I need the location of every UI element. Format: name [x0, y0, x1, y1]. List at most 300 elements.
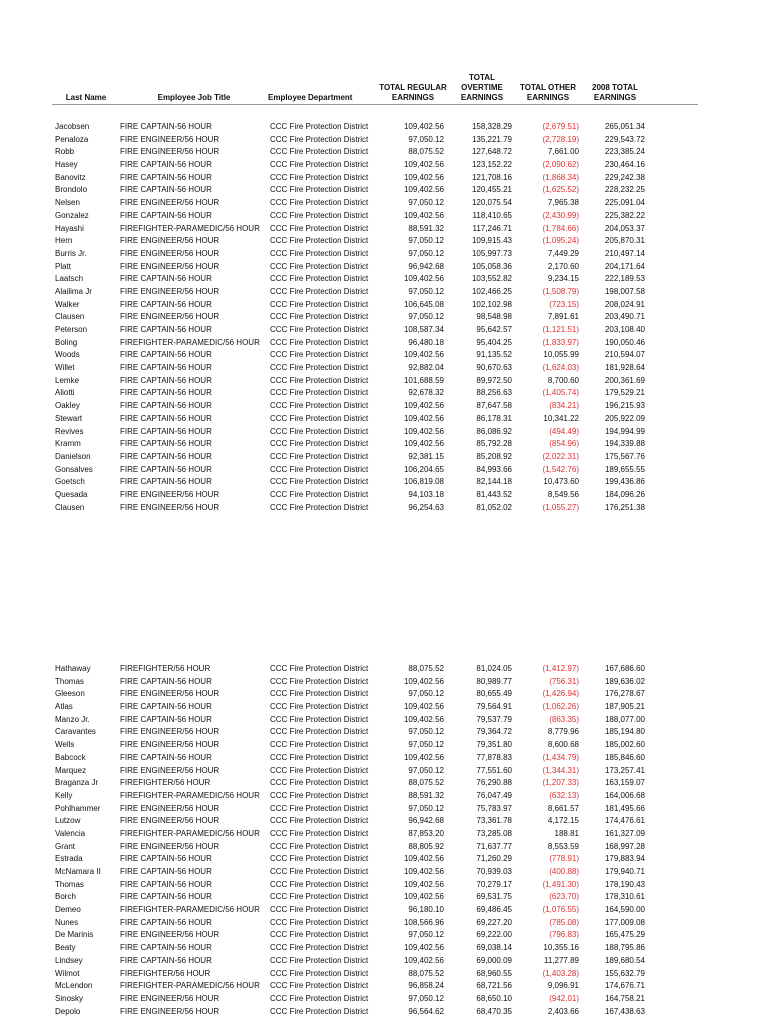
job-title-cell: FIRE CAPTAIN-56 HOUR — [120, 401, 212, 411]
last-name-cell: Estrada — [55, 854, 83, 864]
overtime-earnings-cell: 68,960.55 — [476, 968, 512, 978]
regular-earnings-cell: 97,050.12 — [408, 930, 444, 940]
other-earnings-cell: (854.96) — [549, 439, 579, 449]
table-row — [0, 701, 768, 714]
other-earnings-cell: (723.15) — [549, 299, 579, 309]
header-job-title: Employee Job Title — [157, 93, 231, 102]
regular-earnings-cell: 101,688.59 — [403, 375, 444, 385]
total-earnings-cell: 210,594.07 — [604, 350, 645, 360]
header-department: Employee Department — [268, 93, 353, 102]
last-name-cell: De Marinis — [55, 930, 94, 940]
last-name-cell: Woods — [55, 350, 80, 360]
overtime-earnings-cell: 135,221.79 — [471, 134, 512, 144]
table-row — [0, 502, 768, 515]
department-cell: CCC Fire Protection District — [270, 752, 369, 762]
job-title-cell: FIRE ENGINEER/56 HOUR — [120, 765, 220, 775]
table-row — [0, 828, 768, 841]
overtime-earnings-cell: 127,648.72 — [471, 147, 512, 157]
overtime-earnings-cell: 77,551.60 — [476, 765, 512, 775]
total-earnings-cell: 190,050.46 — [604, 337, 645, 347]
other-earnings-cell: (1,055.27) — [542, 502, 579, 512]
overtime-earnings-cell: 118,410.65 — [472, 210, 512, 220]
other-earnings-cell: (1,403.28) — [542, 968, 579, 978]
department-cell: CCC Fire Protection District — [270, 325, 369, 334]
regular-earnings-cell: 109,402.56 — [403, 854, 444, 864]
total-earnings-cell: 173,257.41 — [604, 765, 645, 775]
total-earnings-cell: 189,680.54 — [604, 955, 645, 965]
other-earnings-cell: (494.49) — [549, 426, 579, 436]
job-title-cell: FIRE CAPTAIN-56 HOUR — [120, 955, 212, 965]
job-title-cell: FIRE ENGINEER/56 HOUR — [120, 816, 220, 826]
last-name-cell: Caravantes — [55, 727, 96, 737]
other-earnings-cell: (1,833.97) — [542, 337, 579, 347]
other-earnings-cell: (1,784.66) — [542, 223, 579, 233]
department-cell: CCC Fire Protection District — [270, 943, 369, 953]
regular-earnings-cell: 96,564.62 — [408, 1006, 444, 1016]
other-earnings-cell: (2,430.99) — [542, 210, 579, 220]
total-earnings-cell: 203,490.71 — [604, 312, 645, 322]
total-earnings-cell: 205,922.09 — [604, 413, 645, 423]
table-row — [0, 476, 768, 489]
job-title-cell: FIRE CAPTAIN-56 HOUR — [120, 172, 212, 182]
department-cell: CCC Fire Protection District — [270, 477, 369, 487]
job-title-cell: FIRE CAPTAIN-56 HOUR — [120, 943, 212, 953]
table-row — [0, 1006, 768, 1019]
last-name-cell: Borch — [55, 892, 76, 902]
department-cell: CCC Fire Protection District — [270, 993, 369, 1003]
table-row — [0, 286, 768, 299]
department-cell: CCC Fire Protection District — [270, 702, 369, 712]
other-earnings-cell: 4,172.15 — [547, 816, 579, 826]
header-total-earnings: 2008 TOTAL EARNINGS — [592, 83, 638, 102]
last-name-cell: Hathaway — [55, 664, 91, 673]
total-earnings-cell: 178,310.61 — [604, 892, 645, 902]
other-earnings-cell: 10,341.22 — [543, 413, 579, 423]
total-earnings-cell: 174,476.61 — [604, 816, 645, 826]
department-cell: CCC Fire Protection District — [270, 968, 369, 978]
table-row — [0, 917, 768, 930]
job-title-cell: FIRE ENGINEER/56 HOUR — [120, 689, 220, 699]
table-row — [0, 438, 768, 451]
job-title-cell: FIREFIGHTER-PARAMEDIC/56 HOUR — [120, 905, 260, 915]
table-row — [0, 362, 768, 375]
department-cell: CCC Fire Protection District — [270, 955, 369, 965]
regular-earnings-cell: 88,075.52 — [408, 778, 444, 788]
regular-earnings-cell: 88,805.92 — [408, 841, 444, 851]
overtime-earnings-cell: 95,642.57 — [476, 325, 512, 334]
overtime-earnings-cell: 105,058.36 — [471, 261, 512, 271]
last-name-cell: Nelsen — [55, 198, 80, 208]
total-earnings-cell: 179,529.21 — [604, 388, 645, 398]
overtime-earnings-cell: 158,328.29 — [471, 122, 512, 131]
job-title-cell: FIRE CAPTAIN-56 HOUR — [120, 160, 212, 170]
table-row — [0, 790, 768, 803]
regular-earnings-cell: 109,402.56 — [403, 401, 444, 411]
table-row — [0, 184, 768, 197]
other-earnings-cell: 10,473.60 — [543, 477, 579, 487]
job-title-cell: FIRE ENGINEER/56 HOUR — [120, 740, 220, 750]
department-cell: CCC Fire Protection District — [270, 185, 369, 195]
table-row — [0, 324, 768, 337]
regular-earnings-cell: 96,254.63 — [408, 502, 444, 512]
other-earnings-cell: 2,170.60 — [547, 261, 579, 271]
department-cell: CCC Fire Protection District — [270, 312, 369, 322]
overtime-earnings-cell: 109,915.43 — [471, 236, 512, 246]
total-earnings-cell: 187,905.21 — [604, 702, 645, 712]
other-earnings-cell: (756.31) — [549, 676, 579, 686]
department-cell: CCC Fire Protection District — [270, 727, 369, 737]
department-cell: CCC Fire Protection District — [270, 917, 369, 927]
last-name-cell: Hayashi — [55, 223, 84, 233]
overtime-earnings-cell: 87,647.58 — [476, 401, 512, 411]
regular-earnings-cell: 96,480.18 — [408, 337, 444, 347]
job-title-cell: FIRE CAPTAIN-56 HOUR — [120, 363, 212, 373]
overtime-earnings-cell: 102,102.98 — [471, 299, 512, 309]
job-title-cell: FIREFIGHTER-PARAMEDIC/56 HOUR — [120, 223, 260, 233]
last-name-cell: Goetsch — [55, 477, 85, 487]
other-earnings-cell: (1,121.51) — [542, 325, 579, 334]
header-last-name: Last Name — [65, 93, 107, 102]
job-title-cell: FIRE CAPTAIN-56 HOUR — [120, 439, 212, 449]
regular-earnings-cell: 106,819.08 — [403, 477, 444, 487]
table-row — [0, 311, 768, 324]
department-cell: CCC Fire Protection District — [270, 426, 369, 436]
total-earnings-cell: 161,327.09 — [604, 828, 645, 838]
regular-earnings-cell: 109,402.56 — [403, 185, 444, 195]
department-cell: CCC Fire Protection District — [270, 388, 369, 398]
last-name-cell: Brondolo — [55, 185, 88, 195]
last-name-cell: Marquez — [55, 765, 87, 775]
department-cell: CCC Fire Protection District — [270, 765, 369, 775]
table-row — [0, 752, 768, 765]
department-cell: CCC Fire Protection District — [270, 1006, 369, 1016]
table-row — [0, 866, 768, 879]
table-row — [0, 765, 768, 778]
last-name-cell: McNamara II — [55, 867, 101, 876]
department-cell: CCC Fire Protection District — [270, 350, 369, 360]
table-row — [0, 980, 768, 993]
table-row — [0, 261, 768, 274]
overtime-earnings-cell: 91,135.52 — [476, 350, 512, 360]
table-row — [0, 929, 768, 942]
job-title-cell: FIRE CAPTAIN-56 HOUR — [120, 879, 212, 889]
regular-earnings-cell: 88,591.32 — [408, 790, 444, 800]
regular-earnings-cell: 97,050.12 — [408, 689, 444, 699]
last-name-cell: Penaloza — [55, 134, 89, 144]
other-earnings-cell: (1,491.30) — [542, 879, 579, 889]
last-name-cell: Kramm — [55, 439, 81, 449]
overtime-earnings-cell: 69,486.45 — [476, 905, 512, 915]
overtime-earnings-cell: 68,650.10 — [476, 993, 512, 1003]
table-row — [0, 891, 768, 904]
regular-earnings-cell: 97,050.12 — [408, 727, 444, 737]
last-name-cell: Beaty — [55, 943, 76, 953]
other-earnings-cell: 9,234.15 — [547, 274, 579, 284]
regular-earnings-cell: 96,942.68 — [408, 261, 444, 271]
job-title-cell: FIREFIGHTER/56 HOUR — [120, 968, 211, 978]
job-title-cell: FIRE ENGINEER/56 HOUR — [120, 727, 220, 737]
job-title-cell: FIRE ENGINEER/56 HOUR — [120, 803, 220, 813]
table-row — [0, 464, 768, 477]
last-name-cell: Valencia — [55, 828, 86, 838]
last-name-cell: Walker — [55, 299, 80, 309]
overtime-earnings-cell: 81,443.52 — [476, 489, 512, 499]
other-earnings-cell: (1,062.26) — [542, 702, 579, 712]
overtime-earnings-cell: 95,404.25 — [476, 337, 512, 347]
table-row — [0, 273, 768, 286]
total-earnings-cell: 204,053.37 — [604, 223, 645, 233]
table-row — [0, 400, 768, 413]
job-title-cell: FIRE ENGINEER/56 HOUR — [120, 147, 220, 157]
department-cell: CCC Fire Protection District — [270, 147, 369, 157]
table-row — [0, 210, 768, 223]
job-title-cell: FIRE ENGINEER/56 HOUR — [120, 502, 220, 512]
last-name-cell: Boling — [55, 337, 78, 347]
department-cell: CCC Fire Protection District — [270, 867, 369, 876]
last-name-cell: Burris Jr. — [55, 248, 87, 258]
other-earnings-cell: 11,277.89 — [544, 955, 579, 965]
total-earnings-cell: 228,232.25 — [604, 185, 645, 195]
regular-earnings-cell: 109,402.56 — [403, 413, 444, 423]
last-name-cell: Lutzow — [55, 816, 81, 826]
department-cell: CCC Fire Protection District — [270, 198, 369, 208]
total-earnings-cell: 194,339.88 — [604, 439, 645, 449]
job-title-cell: FIREFIGHTER/56 HOUR — [120, 778, 211, 788]
last-name-cell: Laatsch — [55, 274, 84, 284]
job-title-cell: FIRE CAPTAIN-56 HOUR — [120, 676, 212, 686]
table-row — [0, 121, 768, 134]
other-earnings-cell: (785.08) — [549, 917, 579, 927]
table-row — [0, 904, 768, 917]
table-row — [0, 803, 768, 816]
regular-earnings-cell: 88,075.52 — [408, 968, 444, 978]
table-row — [0, 853, 768, 866]
job-title-cell: FIRE ENGINEER/56 HOUR — [120, 993, 220, 1003]
last-name-cell: Revives — [55, 426, 84, 436]
other-earnings-cell: 2,403.66 — [547, 1006, 579, 1016]
table-row — [0, 451, 768, 464]
department-cell: CCC Fire Protection District — [270, 892, 369, 902]
department-cell: CCC Fire Protection District — [270, 160, 369, 170]
overtime-earnings-cell: 73,285.08 — [476, 828, 512, 838]
department-cell: CCC Fire Protection District — [270, 375, 369, 385]
job-title-cell: FIRE CAPTAIN-56 HOUR — [120, 867, 212, 876]
regular-earnings-cell: 109,402.56 — [403, 702, 444, 712]
table-row — [0, 879, 768, 892]
regular-earnings-cell: 109,402.56 — [403, 943, 444, 953]
job-title-cell: FIRE CAPTAIN-56 HOUR — [120, 375, 212, 385]
job-title-cell: FIRE CAPTAIN-56 HOUR — [120, 892, 212, 902]
table-row — [0, 375, 768, 388]
job-title-cell: FIREFIGHTER-PARAMEDIC/56 HOUR — [120, 337, 260, 347]
total-earnings-cell: 167,686.60 — [604, 664, 645, 673]
overtime-earnings-cell: 117,246.71 — [472, 223, 512, 233]
job-title-cell: FIRE ENGINEER/56 HOUR — [120, 930, 220, 940]
other-earnings-cell: 9,096.91 — [547, 981, 579, 991]
department-cell: CCC Fire Protection District — [270, 401, 369, 411]
other-earnings-cell: (796.83) — [549, 930, 579, 940]
job-title-cell: FIRE CAPTAIN-56 HOUR — [120, 388, 212, 398]
regular-earnings-cell: 97,050.12 — [408, 286, 444, 296]
other-earnings-cell: 8,553.59 — [547, 841, 579, 851]
last-name-cell: Manzo Jr. — [55, 714, 90, 724]
job-title-cell: FIRE CAPTAIN-56 HOUR — [120, 426, 212, 436]
last-name-cell: Wells — [55, 740, 75, 750]
job-title-cell: FIRE CAPTAIN-56 HOUR — [120, 854, 212, 864]
total-earnings-cell: 164,006.68 — [604, 790, 645, 800]
total-earnings-cell: 229,543.72 — [604, 134, 645, 144]
department-cell: CCC Fire Protection District — [270, 439, 369, 449]
job-title-cell: FIRE ENGINEER/56 HOUR — [120, 312, 220, 322]
other-earnings-cell: 7,891.61 — [547, 312, 579, 322]
department-cell: CCC Fire Protection District — [270, 828, 369, 838]
overtime-earnings-cell: 69,227.20 — [476, 917, 512, 927]
total-earnings-cell: 163,159.07 — [604, 778, 645, 788]
overtime-earnings-cell: 77,878.83 — [476, 752, 512, 762]
overtime-earnings-cell: 102,466.25 — [471, 286, 512, 296]
total-earnings-cell: 181,495.66 — [604, 803, 645, 813]
table-row — [0, 387, 768, 400]
table-row — [0, 146, 768, 159]
overtime-earnings-cell: 79,564.91 — [476, 702, 512, 712]
other-earnings-cell: (1,868.34) — [542, 172, 579, 182]
total-earnings-cell: 188,077.00 — [604, 714, 645, 724]
last-name-cell: Demeo — [55, 905, 81, 915]
job-title-cell: FIRE ENGINEER/56 HOUR — [120, 841, 220, 851]
department-cell: CCC Fire Protection District — [270, 816, 369, 826]
total-earnings-cell: 265,051.34 — [604, 122, 645, 131]
job-title-cell: FIRE CAPTAIN-56 HOUR — [120, 122, 212, 131]
job-title-cell: FIRE CAPTAIN-56 HOUR — [120, 325, 212, 334]
department-cell: CCC Fire Protection District — [270, 451, 369, 461]
overtime-earnings-cell: 71,260.29 — [476, 854, 512, 864]
last-name-cell: Stewart — [55, 413, 83, 423]
overtime-earnings-cell: 80,655.49 — [476, 689, 512, 699]
total-earnings-cell: 165,475.29 — [604, 930, 645, 940]
other-earnings-cell: (2,728.19) — [542, 134, 579, 144]
department-cell: CCC Fire Protection District — [270, 274, 369, 284]
job-title-cell: FIRE CAPTAIN-56 HOUR — [120, 702, 212, 712]
other-earnings-cell: (400.88) — [549, 867, 579, 876]
total-earnings-cell: 179,940.71 — [604, 867, 645, 876]
table-row — [0, 993, 768, 1006]
job-title-cell: FIRE CAPTAIN-56 HOUR — [120, 451, 212, 461]
last-name-cell: Lemke — [55, 375, 80, 385]
overtime-earnings-cell: 89,972.50 — [476, 375, 512, 385]
total-earnings-cell: 199,436.86 — [604, 477, 645, 487]
header-overtime-earnings: TOTAL OVERTIME EARNINGS — [460, 73, 504, 102]
other-earnings-cell: 8,600.68 — [547, 740, 579, 750]
total-earnings-cell: 179,883.94 — [604, 854, 645, 864]
job-title-cell: FIRE CAPTAIN-56 HOUR — [120, 299, 212, 309]
other-earnings-cell: (632.13) — [549, 790, 579, 800]
total-earnings-cell: 185,846.60 — [604, 752, 645, 762]
overtime-earnings-cell: 84,993.66 — [476, 464, 512, 474]
other-earnings-cell: 7,965.38 — [547, 198, 579, 208]
other-earnings-cell: (1,344.31) — [542, 765, 579, 775]
department-cell: CCC Fire Protection District — [270, 299, 369, 309]
regular-earnings-cell: 96,858.24 — [408, 981, 444, 991]
header-divider — [52, 104, 698, 105]
regular-earnings-cell: 109,402.56 — [403, 210, 444, 220]
overtime-earnings-cell: 76,290.88 — [476, 778, 512, 788]
department-cell: CCC Fire Protection District — [270, 172, 369, 182]
header-regular-earnings: TOTAL REGULAR EARNINGS — [379, 83, 447, 102]
job-title-cell: FIRE CAPTAIN-56 HOUR — [120, 185, 212, 195]
other-earnings-cell: (623.70) — [549, 892, 579, 902]
other-earnings-cell: 10,355.16 — [543, 943, 579, 953]
regular-earnings-cell: 97,050.12 — [408, 134, 444, 144]
last-name-cell: Gonsalves — [55, 464, 93, 474]
table-row — [0, 663, 768, 676]
other-earnings-cell: (863.35) — [549, 714, 579, 724]
regular-earnings-cell: 106,645.08 — [403, 299, 444, 309]
overtime-earnings-cell: 86,178.31 — [476, 413, 512, 423]
job-title-cell: FIRE ENGINEER/56 HOUR — [120, 286, 220, 296]
table-row — [0, 726, 768, 739]
table-row — [0, 248, 768, 261]
other-earnings-cell: 8,661.57 — [547, 803, 579, 813]
job-title-cell: FIRE CAPTAIN-56 HOUR — [120, 917, 212, 927]
table-row — [0, 159, 768, 172]
total-earnings-cell: 155,632.79 — [604, 968, 645, 978]
last-name-cell: Thomas — [55, 879, 84, 889]
department-cell: CCC Fire Protection District — [270, 740, 369, 750]
last-name-cell: Nunes — [55, 917, 79, 927]
total-earnings-cell: 167,438.63 — [604, 1006, 645, 1016]
table-body-bottom — [0, 663, 768, 1018]
total-earnings-cell: 164,590.00 — [604, 905, 645, 915]
overtime-earnings-cell: 98,548.98 — [476, 312, 512, 322]
job-title-cell: FIRE ENGINEER/56 HOUR — [120, 236, 220, 246]
overtime-earnings-cell: 123,152.22 — [471, 160, 512, 170]
table-row — [0, 815, 768, 828]
other-earnings-cell: (1,405.74) — [542, 388, 579, 398]
overtime-earnings-cell: 80,989.77 — [476, 676, 512, 686]
regular-earnings-cell: 88,591.32 — [408, 223, 444, 233]
last-name-cell: Braganza Jr — [55, 778, 99, 788]
total-earnings-cell: 176,278.67 — [604, 689, 645, 699]
regular-earnings-cell: 92,381.15 — [408, 451, 444, 461]
department-cell: CCC Fire Protection District — [270, 261, 369, 271]
department-cell: CCC Fire Protection District — [270, 676, 369, 686]
last-name-cell: Kelly — [55, 790, 73, 800]
other-earnings-cell: (778.91) — [549, 854, 579, 864]
department-cell: CCC Fire Protection District — [270, 236, 369, 246]
regular-earnings-cell: 97,050.12 — [408, 740, 444, 750]
overtime-earnings-cell: 69,222.00 — [476, 930, 512, 940]
department-cell: CCC Fire Protection District — [270, 122, 369, 131]
last-name-cell: Atlas — [55, 702, 73, 712]
job-title-cell: FIRE ENGINEER/56 HOUR — [120, 134, 220, 144]
regular-earnings-cell: 109,402.56 — [403, 676, 444, 686]
table-body-top — [0, 121, 768, 514]
regular-earnings-cell: 88,075.52 — [408, 147, 444, 157]
regular-earnings-cell: 94,103.18 — [408, 489, 444, 499]
department-cell: CCC Fire Protection District — [270, 790, 369, 800]
last-name-cell: Wilmot — [55, 968, 80, 978]
overtime-earnings-cell: 82,144.18 — [476, 477, 512, 487]
other-earnings-cell: 7,661.00 — [547, 147, 579, 157]
header-other-earnings: TOTAL OTHER EARNINGS — [520, 83, 576, 102]
other-earnings-cell: 8,700.60 — [547, 375, 579, 385]
total-earnings-cell: 177,009.08 — [604, 917, 645, 927]
job-title-cell: FIRE ENGINEER/56 HOUR — [120, 198, 220, 208]
total-earnings-cell: 204,171.64 — [604, 261, 645, 271]
table-row — [0, 841, 768, 854]
regular-earnings-cell: 92,882.04 — [408, 363, 444, 373]
last-name-cell: Danielson — [55, 451, 91, 461]
